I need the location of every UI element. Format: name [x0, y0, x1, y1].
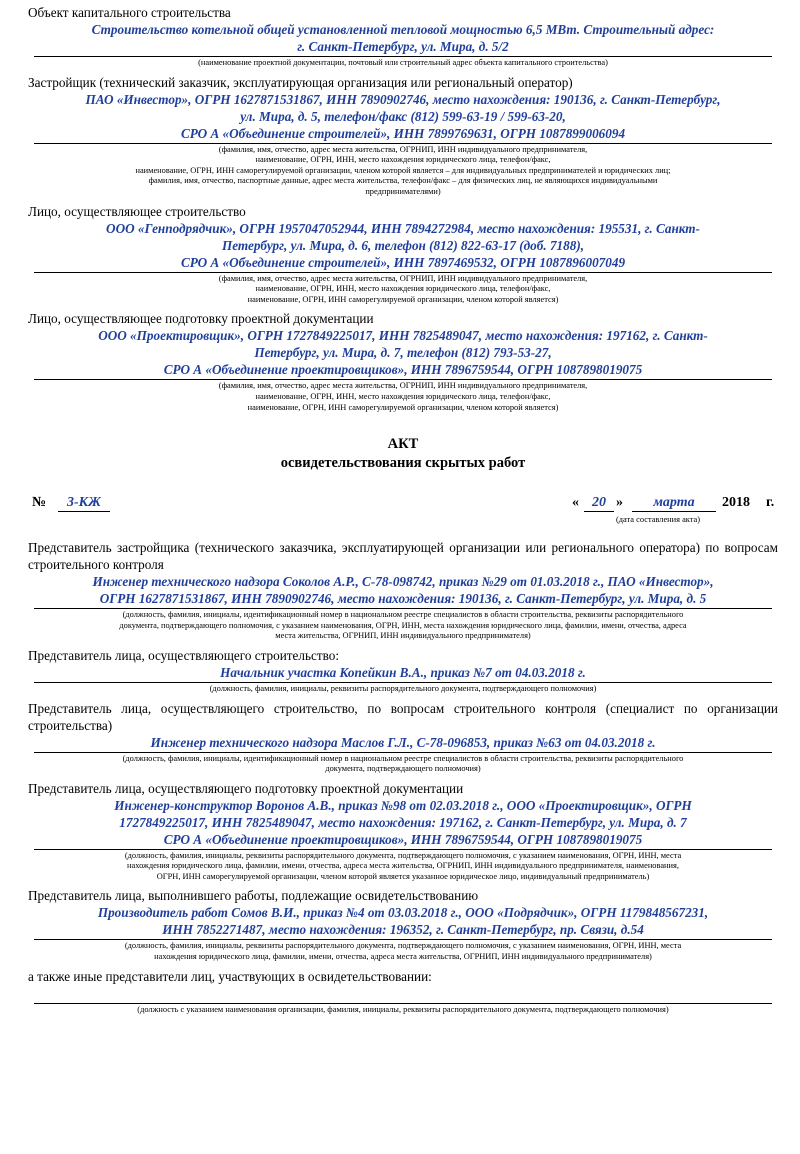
builder-section [28, 203, 778, 306]
rep-designer-value-line: 1727849225017, ИНН 7825489047, место нахождения: 197162, г. Санкт-Петербург, ул. Мира, д. 7 [119, 814, 687, 830]
act-number: 3-КЖ [58, 495, 110, 512]
object-caption [34, 58, 772, 69]
caption-line: наименование, ОГРН, ИНН саморегулируемой организации, членом которой является) [247, 294, 559, 304]
caption-line: (должность, фамилия, инициалы, идентификационный номер в национальном реестре специалистов в области строительства, реквизиты распорядительного [122, 753, 684, 763]
rep-designer-value-line: СРО А «Объединение проектировщиков», ИНН 7896759544, ОГРН 1087898019075 [163, 831, 643, 847]
caption-line: наименование, ОГРН, ИНН, место нахождения юридического лица, телефон/факс, [255, 284, 551, 294]
developer-value-line: ул. Мира, д. 5, телефон/факс (812) 599-63-19 / 599-63-20, [240, 108, 566, 124]
rep-builder-control-section [28, 700, 778, 775]
rep-contractor-value-line: Производитель работ Сомов В.И., приказ №4 от 03.03.2018 г., ООО «Подрядчик», ОГРН 1179848567231, [97, 905, 709, 921]
caption-line: нахождения юридического лица, фамилии, имени, отчества, адреса места жительства, ОГРНИП, ИНН индивидуального предпринимателя) [154, 952, 652, 962]
rep-designer-value [34, 797, 772, 850]
builder-value-line: СРО А «Объединение строителей», ИНН 7897469532, ОГРН 1087896007049 [180, 254, 626, 270]
act-title: АКТ [387, 436, 419, 453]
number-sign: № [32, 495, 47, 511]
others-value-line [34, 985, 772, 1004]
caption-line: места жительства, ОГРНИП, ИНН индивидуального предпринимателя) [275, 631, 531, 641]
rep-developer-section [28, 539, 778, 642]
rep-builder-control-caption [34, 754, 772, 775]
builder-value-line: ООО «Генподрядчик», ОГРН 1957047052944, ИНН 7894272984, место нахождения: 195531, г. Санкт- [106, 220, 700, 236]
act-month: марта [632, 495, 716, 512]
rep-developer-value [34, 573, 772, 609]
builder-label: Лицо, осуществляющее строительство [28, 203, 246, 219]
rep-developer-value-line: Инженер технического надзора Соколов А.Р., С-78-098742, приказ №29 от 01.03.2018 г., ПАО «Инвестор», [92, 574, 714, 590]
builder-caption [34, 274, 772, 306]
others-caption [34, 1005, 772, 1016]
rep-contractor-section [28, 887, 778, 962]
rep-developer-label: Представитель застройщика (технического заказчика, эксплуатирующей организации или регионального оператора) по вопросам строительного контроля [28, 540, 778, 573]
object-section [28, 4, 778, 69]
date-caption: (дата составления акта) [615, 515, 701, 525]
rep-designer-label: Представитель лица, осуществляющего подготовку проектной документации [28, 780, 464, 796]
designer-value-line: СРО А «Объединение проектировщиков», ИНН 7896759544, ОГРН 1087898019075 [163, 362, 643, 378]
designer-section [28, 310, 778, 413]
caption-line: предпринимателями) [365, 186, 441, 196]
act-year: 2018 [722, 495, 750, 511]
caption-line: (фамилия, имя, отчество, адрес места жительства, ОГРНИП, ИНН индивидуального предпринимателя, [218, 273, 588, 283]
rep-contractor-label: Представитель лица, выполнившего работы, подлежащие освидетельствованию [28, 888, 479, 904]
caption-line: документа, подтверждающего полномочия) [325, 764, 481, 774]
object-value-line: Строительство котельной общей установленной тепловой мощностью 6,5 МВт. Строительный адрес: [91, 22, 715, 37]
caption-line: (фамилия, имя, отчество, адрес места жительства, ОГРНИП, ИНН индивидуального предпринимателя, [218, 381, 588, 391]
developer-label: Застройщик (технический заказчик, эксплуатирующая организация или региональный оператор) [28, 74, 573, 90]
date-quote-close: » [616, 495, 623, 511]
rep-builder-control-value [34, 734, 772, 753]
rep-builder-control-label: Представитель лица, осуществляющего строительство, по вопросам строительного контроля (специалист по организации строительства) [28, 700, 778, 733]
rep-developer-value-line: ОГРН 1627871531867, ИНН 7890902746, место нахождения: 190136, г. Санкт-Петербург, ул. Мира, д. 5 [99, 591, 707, 607]
act-subtitle: освидетельствования скрытых работ [280, 455, 526, 472]
rep-contractor-value-line: ИНН 7852271487, место нахождения: 196352, г. Санкт-Петербург, пр. Связи, д.54 [162, 922, 644, 938]
designer-label: Лицо, осуществляющее подготовку проектной документации [28, 311, 374, 327]
rep-designer-section [28, 780, 778, 883]
date-quote-open: « [572, 495, 579, 511]
caption-line: (должность с указанием наименования организации, фамилия, инициалы, реквизиты распорядительного документа, подтверждающего полномочия) [137, 1004, 669, 1014]
rep-builder-label: Представитель лица, осуществляющего строительство: [28, 647, 339, 663]
object-value [34, 21, 772, 57]
caption-line: (должность, фамилия, инициалы, реквизиты распорядительного документа, подтверждающего полномочия, с указанием наименования, ОГРН, ИНН, места [124, 941, 682, 951]
caption-line: наименование, ОГРН, ИНН саморегулируемой организации, членом которой является) [247, 402, 559, 412]
caption-line: (фамилия, имя, отчество, адрес места жительства, ОГРНИП, ИНН индивидуального предпринимателя, [218, 144, 588, 154]
builder-value [34, 220, 772, 273]
designer-caption [34, 381, 772, 413]
caption-line: (должность, фамилия, инициалы, идентификационный номер в национальном реестре специалистов в области строительства, реквизиты распорядительного [122, 610, 684, 620]
rep-builder-value-line: Начальник участка Копейкин В.А., приказ №7 от 04.03.2018 г. [220, 664, 586, 680]
builder-value-line: Петербург, ул. Мира, д. 6, телефон (812) 822-63-17 (доб. 7188), [221, 237, 585, 253]
designer-value [34, 327, 772, 380]
act-heading [28, 435, 778, 473]
developer-section [28, 74, 778, 198]
rep-contractor-caption [34, 941, 772, 962]
others-label: а также иные представители лиц, участвующих в освидетельствовании: [28, 968, 432, 984]
act-number-date-row [28, 495, 778, 525]
rep-developer-caption [34, 610, 772, 642]
rep-builder-value [34, 664, 772, 683]
object-value-line: г. Санкт-Петербург, ул. Мира, д. 5/2 [297, 39, 509, 54]
caption-line: наименование, ОГРН, ИНН, место нахождения юридического лица, телефон/факс, [255, 155, 551, 165]
developer-value-line: СРО А «Объединение строителей», ИНН 7899769631, ОГРН 1087899006094 [180, 125, 626, 141]
caption-line: ОГРН, ИНН саморегулируемой организации, членом которой является указанное юридическое лицо, индивидуальный предприниматель) [156, 871, 650, 881]
act-year-suffix: г. [766, 495, 775, 511]
caption-line: (должность, фамилия, инициалы, реквизиты распорядительного документа, подтверждающего полномочия) [209, 683, 597, 693]
object-label: Объект капитального строительства [28, 5, 231, 20]
caption-line: нахождения юридического лица, фамилии, имени, отчества, адреса места жительства, ОГРНИП, ИНН индивидуального предпринимателя, наименования, [127, 861, 679, 871]
designer-value-line: Петербург, ул. Мира, д. 7, телефон (812) 793-53-27, [254, 345, 552, 361]
caption-line: наименование, ОГРН, ИНН саморегулируемой организации, членом которой является – для индивидуальных предпринимателей и юридических лиц; [135, 165, 671, 175]
act-day: 20 [584, 495, 614, 512]
caption-line: наименование, ОГРН, ИНН, место нахождения юридического лица, телефон/факс, [255, 391, 551, 401]
developer-caption [34, 145, 772, 198]
caption-line: (наименование проектной документации, почтовый или строительный адрес объекта капитального строительства) [198, 58, 608, 67]
rep-builder-caption [34, 684, 772, 695]
rep-designer-value-line: Инженер-конструктор Воронов А.В., приказ №98 от 02.03.2018 г., ООО «Проектировщик», ОГРН [114, 797, 692, 813]
rep-builder-section [28, 647, 778, 695]
others-section [28, 968, 778, 1016]
rep-builder-control-value-line: Инженер технического надзора Маслов Г.Л., С-78-096853, приказ №63 от 04.03.2018 г. [150, 734, 656, 750]
caption-line: (должность, фамилия, инициалы, реквизиты распорядительного документа, подтверждающего полномочия, с указанием наименования, ОГРН, ИНН, места [124, 850, 682, 860]
caption-line: фамилия, имя, отчество, паспортные данные, адрес места жительства, телефон/факс – для физических лиц, не являющихся индивидуальными [148, 176, 658, 186]
rep-designer-caption [34, 851, 772, 883]
designer-value-line: ООО «Проектировщик», ОГРН 1727849225017, ИНН 7825489047, место нахождения: 197162, г. Санкт- [98, 328, 708, 344]
developer-value [34, 91, 772, 144]
developer-value-line: ПАО «Инвестор», ОГРН 1627871531867, ИНН 7890902746, место нахождения: 190136, г. Санкт-Петербург, [85, 91, 721, 107]
rep-contractor-value [34, 904, 772, 940]
caption-line: документа, подтверждающего полномочия, с указанием наименования, ОГРН, ИНН, места нахождения юридического лица, фамилии, имени, отчества, адреса [119, 620, 687, 630]
